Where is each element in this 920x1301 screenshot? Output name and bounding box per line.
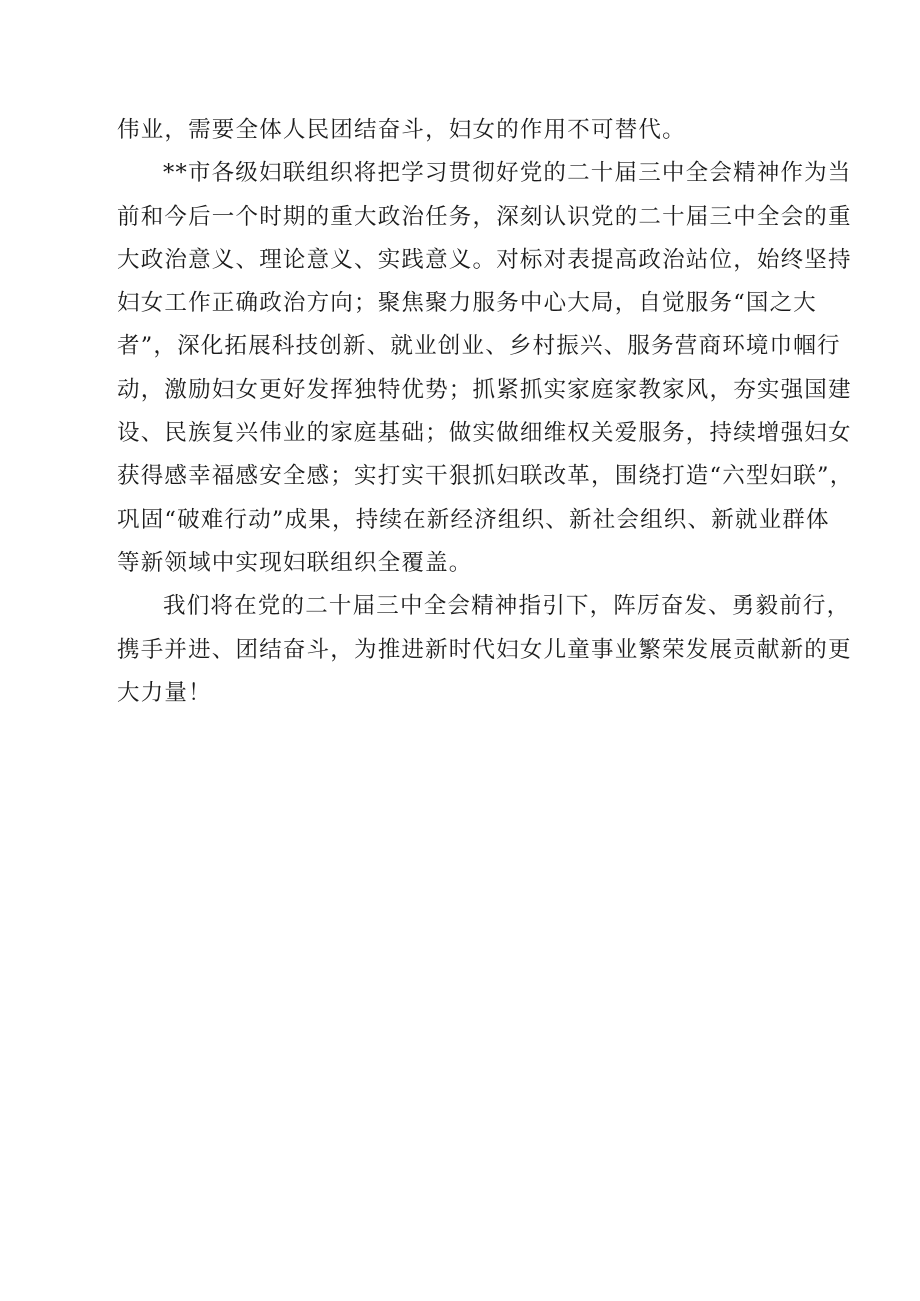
text-line: 获得感幸福感安全感；实打实干狠抓妇联改革，围绕打造“六型妇联”， bbox=[117, 463, 854, 490]
text-line: 动，激励妇女更好发挥独特优势；抓紧抓实家庭家教家风，夯实强国建 bbox=[117, 376, 852, 403]
text-line: 设、民族复兴伟业的家庭基础；做实做细维权关爱服务，持续增强妇女 bbox=[117, 420, 852, 447]
text-line: 携手并进、团结奋斗，为推进新时代妇女儿童事业繁荣发展贡献新的更 bbox=[117, 636, 852, 663]
text-line: 伟业，需要全体人民团结奋斗，妇女的作用不可替代。 bbox=[117, 117, 686, 143]
text-line: 我们将在党的二十届三中全会精神指引下，阵厉奋发、勇毅前行， bbox=[163, 593, 851, 620]
text-line: 大政治意义、理论意义、实践意义。对标对表提高政治站位，始终坚持 bbox=[117, 246, 852, 273]
text-line: 者”，深化拓展科技创新、就业创业、乡村振兴、服务营商环境巾帼行 bbox=[117, 333, 841, 360]
paragraph-3 bbox=[117, 585, 852, 715]
paragraph-1 bbox=[117, 109, 847, 152]
text-line: 大力量！ bbox=[117, 679, 212, 706]
text-line: 等新领域中实现妇联组织全覆盖。 bbox=[117, 549, 473, 576]
document-body bbox=[117, 109, 854, 715]
text-line: 巩固“破难行动”成果，持续在新经济组织、新社会组织、新就业群体 bbox=[117, 506, 830, 533]
text-line: 妇女工作正确政治方向；聚焦聚力服务中心大局，自觉服务“国之大 bbox=[117, 290, 818, 317]
text-line: 前和今后一个时期的重大政治任务，深刻认识党的二十届三中全会的重 bbox=[117, 203, 852, 230]
paragraph-2 bbox=[117, 152, 854, 585]
text-line: **市各级妇联组织将把学习贯彻好党的二十届三中全会精神作为当 bbox=[163, 160, 852, 187]
